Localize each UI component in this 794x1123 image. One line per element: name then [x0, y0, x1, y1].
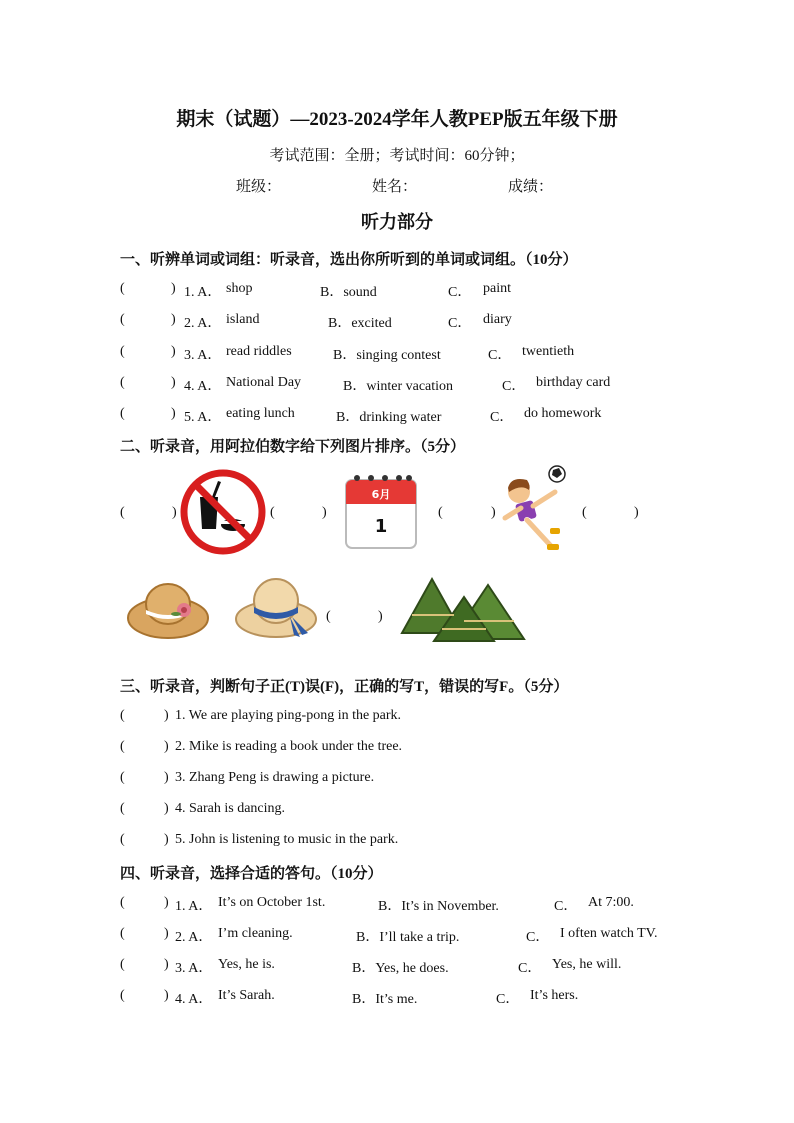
answer-paren-open: ( [120, 312, 125, 327]
section3-question [0, 801, 794, 821]
question-number: 1. A． [175, 899, 213, 914]
statement-text: 3. Zhang Peng is drawing a picture. [175, 770, 375, 785]
question-number: 1. A． [184, 285, 222, 300]
section1-question [0, 281, 794, 301]
section1-question [0, 406, 794, 426]
option-c: I often watch TV. [560, 926, 658, 941]
name-label: 姓名： [372, 179, 418, 195]
option-c-label: C． [448, 316, 472, 331]
section3-question [0, 708, 794, 728]
answer-paren-open: ( [120, 739, 125, 754]
section2-heading: 二、听录音，用阿拉伯数字给下列图片排序。（5分） [120, 439, 466, 455]
order-paren-open: ( [120, 505, 125, 520]
option-c-label: C． [496, 992, 520, 1007]
straw-hat-with-ribbon-icon [234, 575, 318, 645]
answer-paren-open: ( [120, 344, 125, 359]
answer-paren-close: ) [171, 281, 176, 296]
section4-question [0, 957, 794, 977]
option-b: B．It’s me. [352, 992, 418, 1007]
section3-question [0, 739, 794, 759]
order-paren-close: ) [172, 505, 177, 520]
option-c: At 7:00. [588, 895, 634, 910]
answer-paren-close: ) [164, 988, 169, 1003]
option-c: birthday card [536, 375, 611, 390]
option-c: twentieth [522, 344, 575, 359]
option-c: It’s hers. [530, 988, 579, 1003]
option-c-label: C． [554, 899, 578, 914]
option-b: B．singing contest [333, 348, 441, 363]
answer-paren-close: ) [164, 770, 169, 785]
part-title: 听力部分 [361, 212, 433, 232]
option-c-label: C． [526, 930, 550, 945]
option-a: National Day [226, 375, 302, 390]
answer-paren-close: ) [171, 312, 176, 327]
section3-heading: 三、听录音，判断句子正(T)误(F)，正确的写T，错误的写F。（5分） [120, 679, 569, 695]
option-b: B．winter vacation [343, 379, 454, 394]
exam-title: 期末（试题）—2023-2024学年人教PEP版五年级下册 [176, 109, 618, 130]
order-paren-open: ( [326, 609, 331, 624]
section1-question [0, 344, 794, 364]
option-a: It’s Sarah. [218, 988, 275, 1003]
answer-paren-close: ) [164, 895, 169, 910]
answer-paren-close: ) [164, 832, 169, 847]
answer-paren-close: ) [171, 406, 176, 421]
answer-paren-open: ( [120, 895, 125, 910]
statement-text: 5. John is listening to music in the park. [175, 832, 399, 847]
statement-text: 4. Sarah is dancing. [175, 801, 286, 816]
order-paren-open: ( [438, 505, 443, 520]
order-paren-open: ( [582, 505, 587, 520]
answer-paren-open: ( [120, 281, 125, 296]
question-number: 2. A． [175, 930, 213, 945]
question-number: 5. A． [184, 410, 222, 425]
question-number: 4. A． [184, 379, 222, 394]
section1-question [0, 375, 794, 395]
option-c-label: C． [518, 961, 542, 976]
answer-paren-close: ) [164, 926, 169, 941]
answer-paren-open: ( [120, 832, 125, 847]
option-b: B．excited [328, 316, 392, 331]
answer-paren-close: ) [171, 344, 176, 359]
order-paren-close: ) [634, 505, 639, 520]
answer-paren-close: ) [164, 739, 169, 754]
section4-question [0, 926, 794, 946]
option-c: Yes, he will. [552, 957, 622, 972]
calendar-day: 1 [374, 516, 388, 537]
question-number: 4. A． [175, 992, 213, 1007]
answer-paren-open: ( [120, 406, 125, 421]
answer-paren-close: ) [171, 375, 176, 390]
answer-paren-close: ) [164, 801, 169, 816]
class-label: 班级： [236, 179, 282, 195]
option-a: eating lunch [226, 406, 295, 421]
question-number: 2. A． [184, 316, 222, 331]
answer-paren-close: ) [164, 708, 169, 723]
option-b: B．It’s in November. [378, 899, 499, 914]
option-a: read riddles [226, 344, 292, 359]
option-a: I’m cleaning. [218, 926, 293, 941]
section4-question [0, 988, 794, 1008]
option-b: B．drinking water [336, 410, 442, 425]
answer-paren-open: ( [120, 926, 125, 941]
option-c: do homework [524, 406, 602, 421]
hat-with-flower-icon [126, 580, 210, 640]
section4-heading: 四、听录音，选择合适的答句。（10分） [120, 866, 383, 882]
answer-paren-open: ( [120, 988, 125, 1003]
section1-question [0, 312, 794, 332]
option-a: It’s on October 1st. [218, 895, 326, 910]
question-number: 3. A． [175, 961, 213, 976]
option-a: shop [226, 281, 253, 296]
exam-scope: 考试范围：全册；考试时间：60分钟； [269, 148, 525, 164]
option-b: B．Yes, he does. [352, 961, 449, 976]
score-label: 成绩： [508, 179, 554, 195]
answer-paren-open: ( [120, 770, 125, 785]
option-a: Yes, he is. [218, 957, 275, 972]
boy-playing-football-icon [497, 462, 572, 557]
option-a: island [226, 312, 260, 327]
answer-paren-open: ( [120, 708, 125, 723]
zongzi-rice-dumplings-icon [398, 575, 526, 645]
answer-paren-open: ( [120, 375, 125, 390]
option-c: diary [483, 312, 512, 327]
option-b: B．sound [320, 285, 377, 300]
option-c-label: C． [448, 285, 472, 300]
order-paren-close: ) [491, 505, 496, 520]
option-c-label: C． [490, 410, 514, 425]
option-c-label: C． [488, 348, 512, 363]
option-c: paint [483, 281, 511, 296]
order-paren-close: ) [322, 505, 327, 520]
section3-question [0, 832, 794, 852]
section1-heading: 一、听辨单词或词组：听录音，选出你所听到的单词或词组。（10分） [120, 252, 578, 268]
answer-paren-close: ) [164, 957, 169, 972]
order-paren-close: ) [378, 609, 383, 624]
no-food-drink-icon [178, 467, 268, 557]
section3-question [0, 770, 794, 790]
calendar-icon [343, 470, 419, 550]
option-c-label: C． [502, 379, 526, 394]
option-b: B．I’ll take a trip. [356, 930, 460, 945]
section4-question [0, 895, 794, 915]
statement-text: 2. Mike is reading a book under the tree. [175, 739, 403, 754]
calendar-month: 6月 [371, 488, 391, 501]
answer-paren-open: ( [120, 801, 125, 816]
answer-paren-open: ( [120, 957, 125, 972]
order-paren-open: ( [270, 505, 275, 520]
statement-text: 1. We are playing ping-pong in the park. [175, 708, 402, 723]
question-number: 3. A． [184, 348, 222, 363]
